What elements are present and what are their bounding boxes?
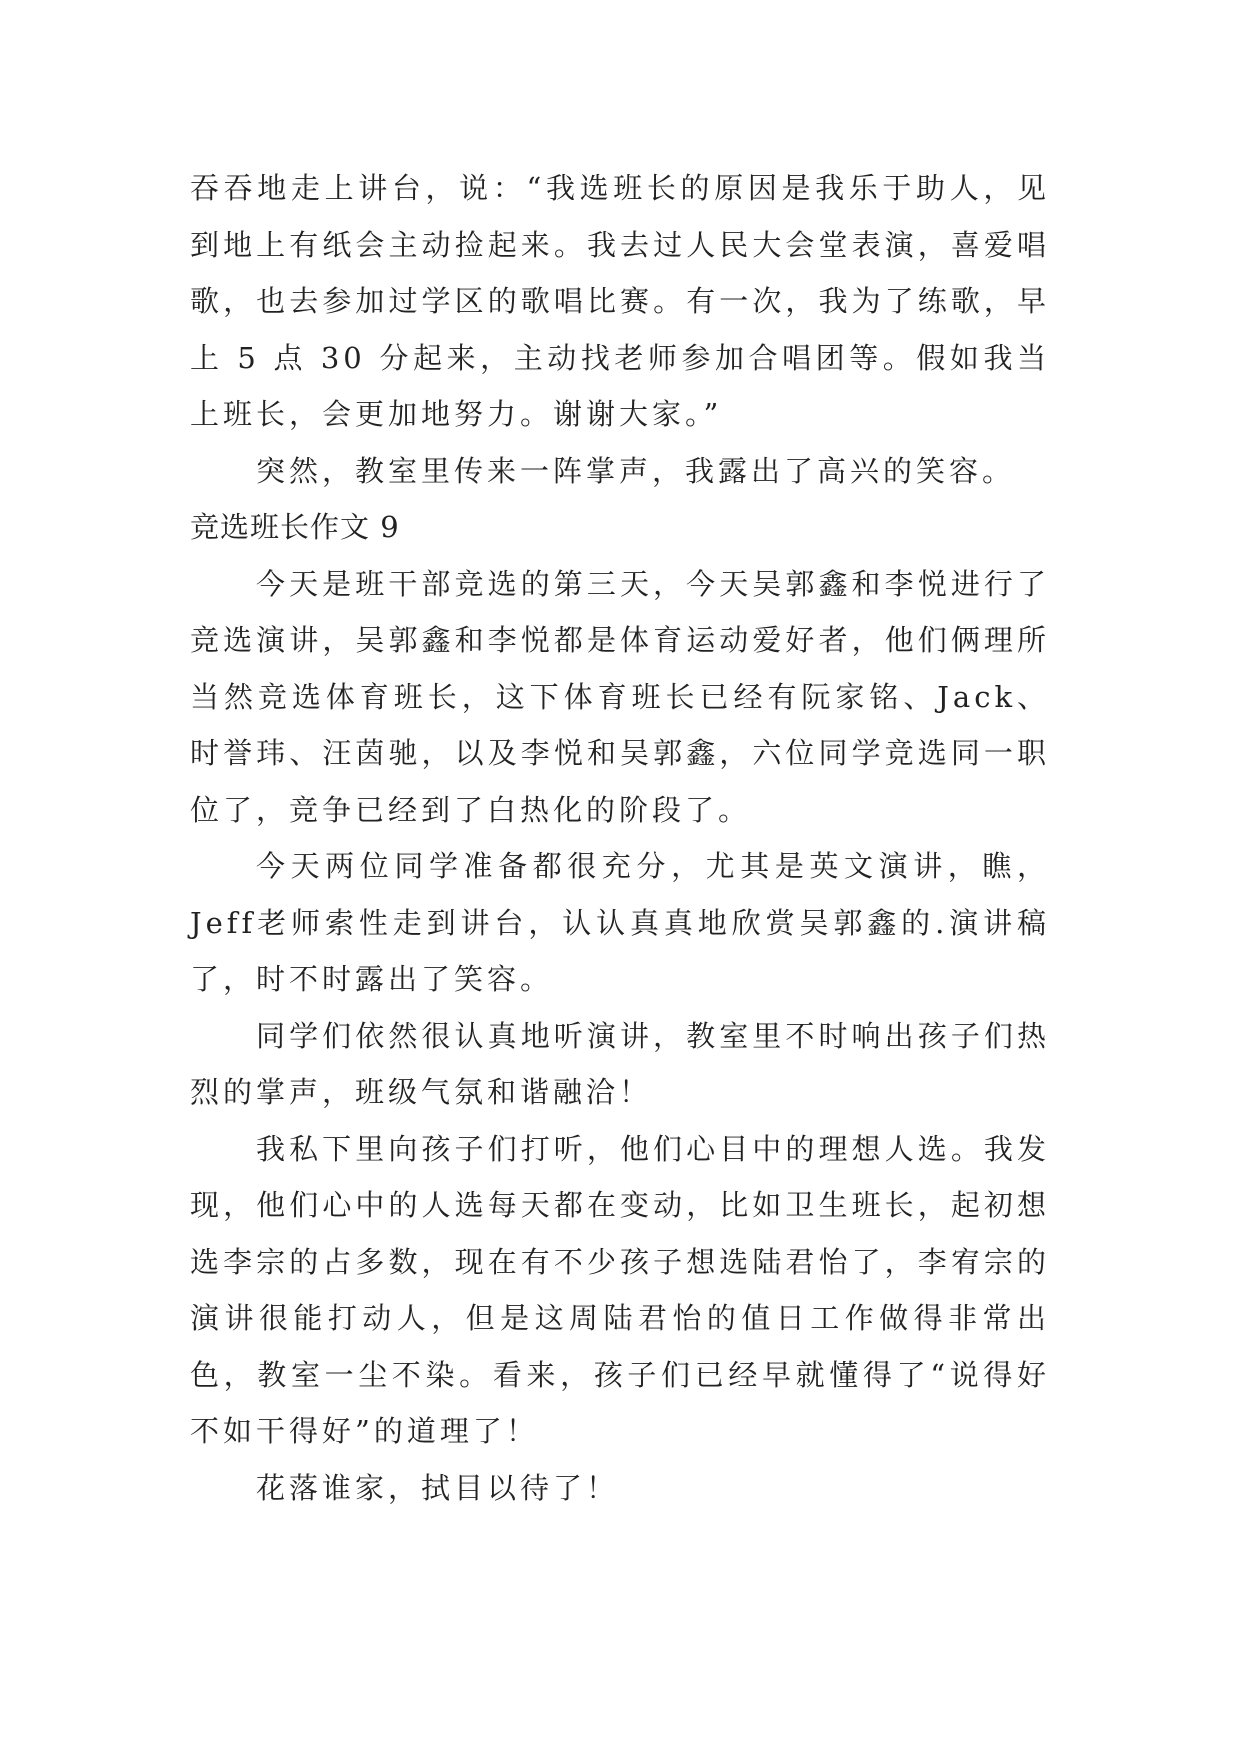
paragraph: 今天是班干部竞选的第三天，今天吴郭鑫和李悦进行了竞选演讲，吴郭鑫和李悦都是体育运动爱好者，他们俩理所当然竞选体育班长，这下体育班长已经有阮家铭、Jack、时誉玮、汪茵驰，以及李悦和吴郭鑫，六位同学竞选同一职位了，竞争已经到了白热化的阶段了。 [190, 566, 1050, 827]
paragraph-continuation: 吞吞地走上讲台，说：“我选班长的原因是我乐于助人，见到地上有纸会主动捡起来。我去过人民大会堂表演，喜爱唱歌，也去参加过学区的歌唱比赛。有一次，我为了练歌，早上 5 点 30 分起来，主动找老师参加合唱团等。假如我当上班长，会更加地努力。谢谢大家。” [190, 171, 1050, 431]
paragraph: 突然，教室里传来一阵掌声，我露出了高兴的笑容。 [256, 453, 1016, 488]
section-heading: 竞选班长作文 9 [190, 510, 400, 544]
document-body [190, 160, 1050, 1516]
paragraph: 我私下里向孩子们打听，他们心目中的理想人选。我发现，他们心中的人选每天都在变动，比如卫生班长，起初想选李宗的占多数，现在有不少孩子想选陆君怡了，李宥宗的演讲很能打动人，但是这周陆君怡的值日工作做得非常出色，教室一尘不染。看来，孩子们已经早就懂得了“说得好不如干得好”的道理了！ [190, 1131, 1050, 1448]
paragraph: 今天两位同学准备都很充分，尤其是英文演讲，瞧，Jeff老师索性走到讲台，认认真真地欣赏吴郭鑫的.演讲稿了，时不时露出了笑容。 [190, 849, 1050, 996]
paragraph: 同学们依然很认真地听演讲，教室里不时响出孩子们热烈的掌声，班级气氛和谐融洽！ [190, 1018, 1050, 1109]
paragraph: 花落谁家，拭目以待了！ [256, 1470, 620, 1505]
